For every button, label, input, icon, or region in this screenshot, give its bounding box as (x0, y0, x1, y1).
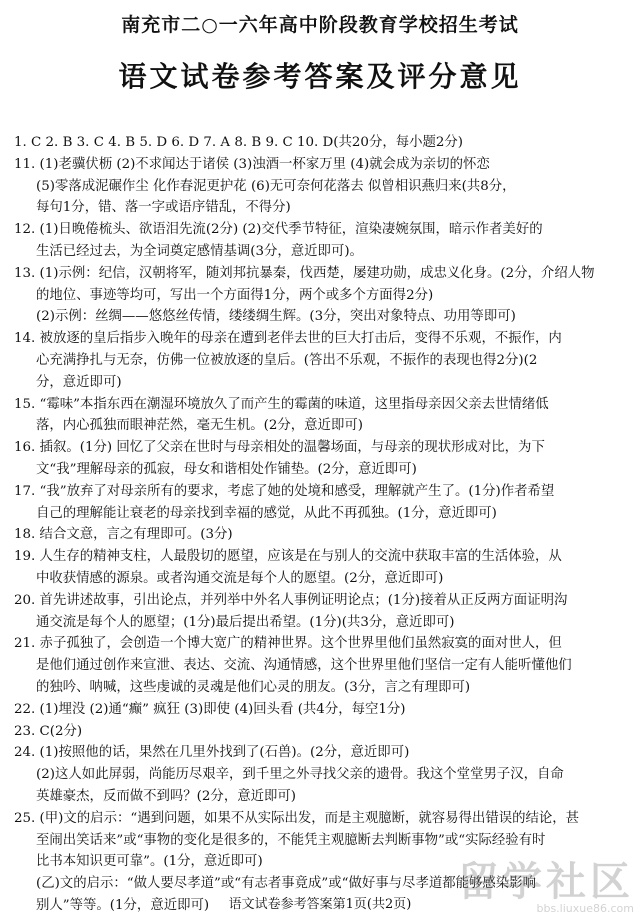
answer-key-title: 语文试卷参考答案及评分意见 (118, 60, 522, 93)
answer-line: 13. (1)示例：纪信，汉朝将军，随刘邦抗暴秦，伐西楚，屡建功勋，成忠义化身。(2分，介绍人物 (14, 265, 595, 281)
answer-item (14, 263, 628, 328)
answer-list (14, 132, 628, 917)
answer-item (14, 437, 628, 481)
answer-item (14, 546, 628, 590)
answer-item (14, 154, 628, 219)
watermark-logo (458, 859, 634, 915)
answer-line: 17. “我”放弃了对母亲所有的要求，考虑了她的处境和感受，理解就产生了。(1分)作者希望 (14, 483, 555, 499)
answer-line: 比书本知识更可靠”。(1分，意近即可) (36, 854, 263, 870)
answer-line: 自己的理解能让衰老的母亲找到幸福的感觉，从此不再孤独。(1分，意近即可) (36, 505, 497, 521)
answer-line: 12. (1)日晚倦梳头、欲语泪先流(2分) (2)交代季节特征，渲染凄婉氛围，暗示作者美好的 (14, 222, 543, 238)
page-footer: 语文试卷参考答案第1页(共2页) (228, 897, 412, 912)
answer-line: (2)这人如此屏弱，尚能历尽艰辛，到千里之外寻找父亲的遗骨。我这个堂堂男子汉，自命 (36, 767, 564, 783)
answer-line: 22. (1)埋没 (2)通“癫” 疯狂 (3)即使 (4)回头看 (共4分，每空1分) (14, 701, 406, 717)
answer-line: 中收获情感的源泉。或者沟通交流是每个人的愿望。(2分，意近即可) (36, 570, 444, 586)
answer-line: (2)示例：丝绸——悠悠丝传情，缕缕绸生辉。(3分，突出对象特点、功用等即可) (36, 309, 516, 325)
answer-item (14, 590, 628, 634)
answer-item (14, 219, 628, 263)
answer-line: 是他们通过创作来宣泄、表达、交流、沟通情感，这个世界里他们坚信一定有人能听懂他们 (36, 658, 572, 674)
watermark-title: 留学社区 (458, 859, 634, 905)
answer-line: 至闹出笑话来”或“事物的变化是很多的，不能凭主观臆断去判断事物”或“实际经验有时 (36, 832, 546, 848)
answer-item (14, 742, 628, 807)
answer-line: 24. (1)按照他的话，果然在几里外找到了(石兽)。(2分，意近即可) (14, 745, 410, 761)
exam-title: 南充市二○一六年高中阶段教育学校招生考试 (121, 14, 519, 36)
answer-line: (5)零落成泥碾作尘 化作春泥更护花 (6)无可奈何花落去 似曾相识燕归来(共8分， (36, 178, 516, 194)
answer-line: 1. C 2. B 3. C 4. B 5. D 6. D 7. A 8. B 9. C 10. D(共20分，每小题2分) (14, 135, 464, 150)
answer-item (14, 633, 628, 698)
answer-line: 21. 赤子孤独了，会创造一个博大宽广的精神世界。这个世界里他们虽然寂寞的面对世人，但 (14, 636, 562, 652)
answer-line: 别人”等等。(1分，意近即可) (36, 897, 210, 913)
answer-item (14, 132, 628, 154)
answer-line: 20. 首先讲述故事，引出论点，并列举中外名人事例证明论点；(1分)接着从正反两方面证明沟 (14, 592, 568, 608)
answer-line: 16. 插叙。(1分) 回忆了父亲在世时与母亲相处的温馨场面，与母亲的现状形成对比，为下 (14, 440, 545, 456)
answer-line: 通交流是每个人的愿望；(1分)最后提出希望。(1分)(共3分，意近即可) (36, 614, 455, 630)
answer-line: 英雄豪杰，反而做不到吗？(2分，意近即可) (36, 788, 296, 804)
answer-item (14, 721, 628, 743)
answer-line: (乙)文的启示：“做人要尽孝道”或“有志者事竟成”或“做好事与尽孝道都能够感染影响 (36, 876, 536, 892)
answer-item (14, 481, 628, 525)
answer-line: 生活已经过去，为全词奠定感情基调(3分，意近即可)。 (36, 243, 363, 259)
answer-line: 11. (1)老骥伏枥 (2)不求闻达于诸侯 (3)浊酒一杯家万里 (4)就会成为亲切的怀恋 (14, 156, 490, 172)
answer-item (14, 328, 628, 393)
answer-line: 15. “霉味”本指东西在潮湿环境放久了而产生的霉菌的味道，这里指母亲因父亲去世情绪低 (14, 396, 549, 412)
answer-line: 文“我”理解母亲的孤寂，母女和谐相处作铺垫。(2分，意近即可) (36, 461, 417, 477)
answer-line: 18. 结合文意，言之有理即可。(3分) (14, 527, 233, 543)
watermark-url: bbs.liuxue86.com (536, 902, 634, 915)
answer-item (14, 699, 628, 721)
answer-line: 25. (甲)文的启示：“遇到问题，如果不从实际出发，而是主观臆断，就容易得出错误的结论，甚 (14, 810, 580, 826)
answer-line: 19. 人生存的精神支柱，人最殷切的愿望，应该是在与别人的交流中获取丰富的生活体验，从 (14, 549, 562, 565)
answer-item (14, 524, 628, 546)
answer-line: 23. C(2分) (14, 723, 83, 739)
answer-line: 落，内心孤独而眼神茫然，毫无生机。(2分，意近即可) (36, 418, 363, 434)
answer-line: 的独吟、呐喊，这些虔诚的灵魂是他们心灵的朋友。(3分，言之有理即可) (36, 679, 471, 695)
answer-item (14, 394, 628, 438)
answer-line: 分，意近即可) (36, 374, 122, 390)
answer-line: 每句1分，错、落一字或语序错乱，不得分) (36, 200, 291, 216)
answer-line: 心充满挣扎与无奈，仿佛一位被放逐的皇后。(答出不乐观，不振作的表现也得2分)(2 (36, 352, 538, 368)
answer-line: 14. 被放逐的皇后指步入晚年的母亲在遭到老伴去世的巨大打击后，变得不乐观，不振作，内 (14, 331, 562, 347)
answer-line: 的地位、事迹等均可，写出一个方面得1分，两个或多个方面得2分) (36, 287, 434, 303)
